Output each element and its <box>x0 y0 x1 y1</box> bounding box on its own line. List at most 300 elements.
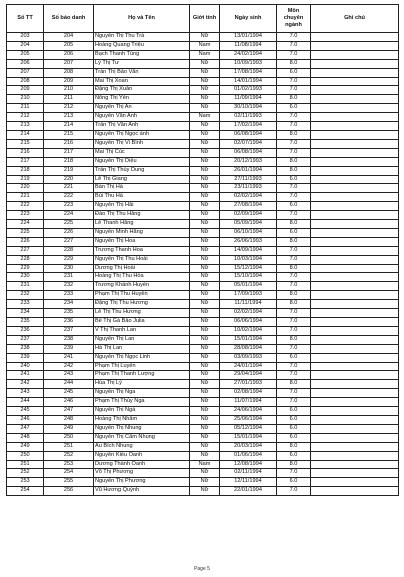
cell-note <box>311 460 399 469</box>
cell-stt: 216 <box>7 148 44 157</box>
table-row <box>7 264 399 273</box>
cell-stt: 221 <box>7 193 44 202</box>
cell-gender: Nữ <box>190 122 220 131</box>
cell-dob: 15/01/1994 <box>220 335 277 344</box>
cell-gender: Nữ <box>190 273 220 282</box>
cell-sbd: 233 <box>44 291 94 300</box>
cell-dob: 13/01/1994 <box>220 33 277 42</box>
cell-dob: 06/06/1994 <box>220 318 277 327</box>
cell-sbd: 253 <box>44 460 94 469</box>
cell-gender: Nữ <box>190 139 220 148</box>
table-row <box>7 407 399 416</box>
cell-name: Phạm Thị Thanh Lượng <box>94 371 190 380</box>
cell-note <box>311 139 399 148</box>
cell-sbd: 208 <box>44 68 94 77</box>
cell-gender: Nữ <box>190 362 220 371</box>
cell-subject-score: 8.0 <box>277 95 311 104</box>
cell-name: Âu Bích Nhung <box>94 442 190 451</box>
cell-subject-score: 6.0 <box>277 353 311 362</box>
cell-stt: 246 <box>7 415 44 424</box>
cell-note <box>311 113 399 122</box>
cell-sbd: 222 <box>44 193 94 202</box>
header-dob: Ngày sinh <box>220 5 277 33</box>
cell-note <box>311 326 399 335</box>
cell-dob: 01/06/1994 <box>220 451 277 460</box>
cell-subject-score: 6.0 <box>277 104 311 113</box>
cell-dob: 05/09/1994 <box>220 220 277 229</box>
cell-sbd: 223 <box>44 202 94 211</box>
cell-note <box>311 335 399 344</box>
cell-subject-score: 7.0 <box>277 344 311 353</box>
cell-dob: 10/09/1993 <box>220 59 277 68</box>
cell-gender: Nữ <box>190 130 220 139</box>
cell-name: Nguyễn Thị Nhung <box>94 424 190 433</box>
cell-sbd: 246 <box>44 398 94 407</box>
cell-sbd: 228 <box>44 246 94 255</box>
cell-dob: 27/11/1993 <box>220 175 277 184</box>
table-row <box>7 344 399 353</box>
cell-sbd: 238 <box>44 335 94 344</box>
table-row <box>7 362 399 371</box>
cell-dob: 12/11/1994 <box>220 478 277 487</box>
cell-dob: 24/06/1994 <box>220 407 277 416</box>
header-subject-score: Môn chuyên ngành <box>277 5 311 33</box>
cell-dob: 02/11/1993 <box>220 113 277 122</box>
cell-gender: Nữ <box>190 68 220 77</box>
cell-name: Bạch Thanh Tùng <box>94 50 190 59</box>
cell-sbd: 242 <box>44 362 94 371</box>
cell-gender: Nữ <box>190 246 220 255</box>
cell-note <box>311 478 399 487</box>
cell-note <box>311 389 399 398</box>
cell-note <box>311 353 399 362</box>
cell-subject-score: 8.0 <box>277 264 311 273</box>
cell-name: Nguyễn Thị Thu Trà <box>94 33 190 42</box>
cell-subject-score: 6.0 <box>277 433 311 442</box>
cell-dob: 20/12/1993 <box>220 157 277 166</box>
cell-name: Võ Thị Phương <box>94 469 190 478</box>
cell-name: Hoàng Quang Triệu <box>94 41 190 50</box>
cell-subject-score: 7.0 <box>277 77 311 86</box>
cell-stt: 218 <box>7 166 44 175</box>
table-row <box>7 130 399 139</box>
table-row <box>7 122 399 131</box>
cell-stt: 211 <box>7 104 44 113</box>
cell-name: Phạm Thị Thùy Nga <box>94 398 190 407</box>
cell-gender: Nữ <box>190 344 220 353</box>
cell-subject-score: 6.0 <box>277 424 311 433</box>
cell-sbd: 219 <box>44 166 94 175</box>
cell-gender: Nữ <box>190 175 220 184</box>
cell-name: Phạm Thị Thu Huyền <box>94 291 190 300</box>
cell-gender: Nữ <box>190 220 220 229</box>
cell-dob: 11/11/1994 <box>220 300 277 309</box>
cell-subject-score: 7.0 <box>277 122 311 131</box>
cell-name: Hoàng Thị Thu Hòa <box>94 273 190 282</box>
cell-sbd: 229 <box>44 255 94 264</box>
cell-dob: 02/02/1994 <box>220 309 277 318</box>
cell-name: Đặng Thị Xuân <box>94 86 190 95</box>
table-row <box>7 300 399 309</box>
cell-name: Đặng Thị Thu Hương <box>94 300 190 309</box>
table-row <box>7 255 399 264</box>
cell-stt: 206 <box>7 59 44 68</box>
cell-gender: Nữ <box>190 353 220 362</box>
cell-dob: 02/11/1994 <box>220 469 277 478</box>
table-row <box>7 326 399 335</box>
cell-gender: Nữ <box>190 59 220 68</box>
cell-gender: Nữ <box>190 424 220 433</box>
cell-note <box>311 202 399 211</box>
cell-sbd: 244 <box>44 380 94 389</box>
cell-name: V Thị Thanh Lan <box>94 326 190 335</box>
cell-note <box>311 166 399 175</box>
table-row <box>7 104 399 113</box>
cell-name: Nguyễn Thị An <box>94 104 190 113</box>
cell-gender: Nam <box>190 41 220 50</box>
table-row <box>7 157 399 166</box>
cell-note <box>311 415 399 424</box>
cell-subject-score: 7.0 <box>277 50 311 59</box>
cell-subject-score: 7.0 <box>277 255 311 264</box>
cell-gender: Nữ <box>190 389 220 398</box>
cell-stt: 232 <box>7 291 44 300</box>
cell-subject-score: 7.0 <box>277 469 311 478</box>
cell-stt: 207 <box>7 68 44 77</box>
cell-subject-score: 7.0 <box>277 371 311 380</box>
cell-dob: 28/08/1994 <box>220 344 277 353</box>
table-row <box>7 433 399 442</box>
table-row <box>7 291 399 300</box>
cell-note <box>311 246 399 255</box>
cell-stt: 219 <box>7 175 44 184</box>
header-sbd: Số báo danh <box>44 5 94 33</box>
cell-dob: 17/09/1993 <box>220 291 277 300</box>
cell-subject-score: 8.0 <box>277 442 311 451</box>
cell-note <box>311 469 399 478</box>
cell-subject-score: 8.0 <box>277 237 311 246</box>
cell-dob: 29/04/1994 <box>220 371 277 380</box>
cell-dob: 10/03/1994 <box>220 255 277 264</box>
table-row <box>7 41 399 50</box>
cell-stt: 220 <box>7 184 44 193</box>
cell-gender: Nữ <box>190 77 220 86</box>
table-row <box>7 380 399 389</box>
header-note: Ghi chú <box>311 5 399 33</box>
cell-subject-score: 8.0 <box>277 300 311 309</box>
cell-gender: Nữ <box>190 202 220 211</box>
cell-sbd: 220 <box>44 175 94 184</box>
cell-note <box>311 451 399 460</box>
cell-dob: 06/10/1994 <box>220 228 277 237</box>
cell-note <box>311 104 399 113</box>
cell-subject-score: 7.0 <box>277 389 311 398</box>
cell-stt: 254 <box>7 487 44 496</box>
table-row <box>7 166 399 175</box>
cell-note <box>311 237 399 246</box>
page-footer: Page 5 <box>194 566 210 572</box>
cell-name: Đào Thị Thu Hằng <box>94 211 190 220</box>
cell-gender: Nữ <box>190 166 220 175</box>
cell-subject-score: 8.0 <box>277 157 311 166</box>
table-row <box>7 273 399 282</box>
cell-dob: 02/07/1994 <box>220 139 277 148</box>
cell-subject-score: 8.0 <box>277 380 311 389</box>
cell-dob: 30/10/1994 <box>220 104 277 113</box>
cell-dob: 01/02/1993 <box>220 86 277 95</box>
cell-gender: Nữ <box>190 157 220 166</box>
cell-name: Nguyễn Kiều Oanh <box>94 451 190 460</box>
cell-note <box>311 318 399 327</box>
cell-gender: Nữ <box>190 228 220 237</box>
cell-gender: Nữ <box>190 433 220 442</box>
header-row <box>7 5 399 33</box>
cell-stt: 231 <box>7 282 44 291</box>
cell-gender: Nữ <box>190 104 220 113</box>
cell-dob: 15/12/1994 <box>220 264 277 273</box>
cell-sbd: 215 <box>44 130 94 139</box>
cell-name: Phạm Thị Luyến <box>94 362 190 371</box>
cell-name: Nguyễn Thị Hoa <box>94 237 190 246</box>
cell-sbd: 225 <box>44 220 94 229</box>
cell-gender: Nữ <box>190 469 220 478</box>
cell-gender: Nữ <box>190 255 220 264</box>
cell-name: Nguyễn Thị Thu Hoài <box>94 255 190 264</box>
cell-subject-score: 7.0 <box>277 318 311 327</box>
cell-stt: 244 <box>7 398 44 407</box>
cell-subject-score: 6.0 <box>277 68 311 77</box>
cell-gender: Nữ <box>190 282 220 291</box>
cell-sbd: 241 <box>44 353 94 362</box>
cell-name: Trần Thị Thùy Dung <box>94 166 190 175</box>
table-row <box>7 148 399 157</box>
cell-stt: 227 <box>7 246 44 255</box>
cell-subject-score: 6.0 <box>277 451 311 460</box>
cell-sbd: 251 <box>44 442 94 451</box>
cell-sbd: 243 <box>44 371 94 380</box>
cell-name: Nguyễn Thị Cẩm Nhung <box>94 433 190 442</box>
cell-name: Nguyễn Thị Ngọc ánh <box>94 130 190 139</box>
table-row <box>7 309 399 318</box>
cell-subject-score: 7.0 <box>277 273 311 282</box>
cell-gender: Nữ <box>190 398 220 407</box>
cell-note <box>311 33 399 42</box>
cell-dob: 10/02/1994 <box>220 326 277 335</box>
table-row <box>7 50 399 59</box>
cell-subject-score: 8.0 <box>277 130 311 139</box>
cell-name: Bùi Thu Hà <box>94 193 190 202</box>
cell-subject-score: 7.0 <box>277 139 311 148</box>
cell-subject-score: 7.0 <box>277 282 311 291</box>
cell-stt: 222 <box>7 202 44 211</box>
cell-stt: 210 <box>7 95 44 104</box>
table-row <box>7 389 399 398</box>
cell-name: Bế Thị Gà Bảo Julia <box>94 318 190 327</box>
cell-note <box>311 300 399 309</box>
cell-stt: 236 <box>7 326 44 335</box>
table-row <box>7 282 399 291</box>
table-row <box>7 442 399 451</box>
cell-sbd: 250 <box>44 433 94 442</box>
cell-name: Hà Thị Lan <box>94 344 190 353</box>
cell-stt: 238 <box>7 344 44 353</box>
cell-name: Nguyễn Thị Hải <box>94 202 190 211</box>
cell-stt: 229 <box>7 264 44 273</box>
cell-gender: Nữ <box>190 86 220 95</box>
cell-note <box>311 407 399 416</box>
table-row <box>7 478 399 487</box>
cell-stt: 248 <box>7 433 44 442</box>
cell-stt: 223 <box>7 211 44 220</box>
table-row <box>7 228 399 237</box>
cell-note <box>311 371 399 380</box>
cell-stt: 225 <box>7 228 44 237</box>
cell-gender: Nữ <box>190 184 220 193</box>
table-row <box>7 95 399 104</box>
table-row <box>7 469 399 478</box>
table-row <box>7 202 399 211</box>
cell-stt: 214 <box>7 130 44 139</box>
cell-gender: Nữ <box>190 442 220 451</box>
cell-sbd: 226 <box>44 228 94 237</box>
cell-gender: Nam <box>190 113 220 122</box>
cell-sbd: 234 <box>44 300 94 309</box>
cell-sbd: 254 <box>44 469 94 478</box>
cell-name: Bàn Thị Hà <box>94 184 190 193</box>
cell-sbd: 209 <box>44 77 94 86</box>
header-stt: Số TT <box>7 5 44 33</box>
cell-subject-score: 8.0 <box>277 220 311 229</box>
cell-name: Nguyễn Minh Hằng <box>94 228 190 237</box>
cell-stt: 224 <box>7 220 44 229</box>
cell-dob: 17/02/1994 <box>220 122 277 131</box>
cell-stt: 230 <box>7 273 44 282</box>
cell-stt: 203 <box>7 33 44 42</box>
cell-note <box>311 255 399 264</box>
cell-note <box>311 148 399 157</box>
cell-dob: 12/08/1994 <box>220 460 277 469</box>
cell-subject-score: 6.0 <box>277 175 311 184</box>
cell-gender: Nữ <box>190 451 220 460</box>
cell-sbd: 256 <box>44 487 94 496</box>
candidate-table <box>6 4 399 496</box>
cell-sbd: 210 <box>44 86 94 95</box>
table-row <box>7 415 399 424</box>
cell-stt: 250 <box>7 451 44 460</box>
cell-name: Lê Thanh Hằng <box>94 220 190 229</box>
cell-name: Nguyễn Thị Lan <box>94 335 190 344</box>
cell-gender: Nữ <box>190 371 220 380</box>
cell-stt: 239 <box>7 353 44 362</box>
cell-subject-score: 7.0 <box>277 193 311 202</box>
cell-stt: 217 <box>7 157 44 166</box>
cell-note <box>311 264 399 273</box>
cell-stt: 215 <box>7 139 44 148</box>
cell-note <box>311 291 399 300</box>
cell-sbd: 218 <box>44 157 94 166</box>
cell-gender: Nữ <box>190 148 220 157</box>
header-name: Họ và Tên <box>94 5 190 33</box>
cell-note <box>311 487 399 496</box>
table-row <box>7 184 399 193</box>
cell-note <box>311 157 399 166</box>
cell-stt: 242 <box>7 380 44 389</box>
cell-gender: Nữ <box>190 193 220 202</box>
cell-stt: 213 <box>7 122 44 131</box>
cell-note <box>311 282 399 291</box>
cell-subject-score: 7.0 <box>277 86 311 95</box>
cell-dob: 05/12/1994 <box>220 424 277 433</box>
table-row <box>7 211 399 220</box>
cell-gender: Nữ <box>190 309 220 318</box>
table-row <box>7 237 399 246</box>
cell-name: Dương Thị Hoài <box>94 264 190 273</box>
cell-dob: 11/08/1994 <box>220 41 277 50</box>
cell-sbd: 206 <box>44 50 94 59</box>
cell-note <box>311 68 399 77</box>
cell-gender: Nữ <box>190 478 220 487</box>
table-row <box>7 77 399 86</box>
cell-subject-score: 6.0 <box>277 202 311 211</box>
cell-note <box>311 220 399 229</box>
table-row <box>7 424 399 433</box>
cell-dob: 11/09/1994 <box>220 95 277 104</box>
cell-dob: 15/10/1994 <box>220 273 277 282</box>
table-row <box>7 318 399 327</box>
cell-stt: 240 <box>7 362 44 371</box>
cell-stt: 247 <box>7 424 44 433</box>
table-row <box>7 68 399 77</box>
cell-stt: 212 <box>7 113 44 122</box>
cell-name: Nguyễn Thị Ngà <box>94 407 190 416</box>
cell-sbd: 245 <box>44 389 94 398</box>
cell-subject-score: 7.0 <box>277 148 311 157</box>
cell-name: Trần Thị Bảo Vân <box>94 68 190 77</box>
cell-note <box>311 77 399 86</box>
cell-gender: Nữ <box>190 95 220 104</box>
cell-sbd: 237 <box>44 326 94 335</box>
cell-gender: Nữ <box>190 264 220 273</box>
cell-name: Dương Thành Oanh <box>94 460 190 469</box>
cell-gender: Nữ <box>190 487 220 496</box>
cell-subject-score: 7.0 <box>277 33 311 42</box>
cell-subject-score: 7.0 <box>277 41 311 50</box>
cell-dob: 14/01/1994 <box>220 77 277 86</box>
cell-sbd: 248 <box>44 415 94 424</box>
cell-sbd: 239 <box>44 344 94 353</box>
cell-gender: Nữ <box>190 300 220 309</box>
cell-name: Mai Thị Xoan <box>94 77 190 86</box>
cell-note <box>311 344 399 353</box>
cell-name: Nguyễn Thị Ngọc Linh <box>94 353 190 362</box>
cell-gender: Nữ <box>190 211 220 220</box>
cell-stt: 235 <box>7 318 44 327</box>
cell-dob: 11/07/1994 <box>220 398 277 407</box>
cell-subject-score: 7.0 <box>277 398 311 407</box>
table-row <box>7 246 399 255</box>
cell-name: Mai Thị Cúc <box>94 148 190 157</box>
cell-dob: 14/09/1994 <box>220 246 277 255</box>
cell-subject-score: 7.0 <box>277 326 311 335</box>
cell-name: Nguyễn Thị Vi Bình <box>94 139 190 148</box>
table-row <box>7 175 399 184</box>
cell-sbd: 227 <box>44 237 94 246</box>
cell-subject-score: 8.0 <box>277 460 311 469</box>
cell-name: Nguyễn Văn Anh <box>94 113 190 122</box>
cell-note <box>311 50 399 59</box>
cell-sbd: 217 <box>44 148 94 157</box>
cell-note <box>311 175 399 184</box>
